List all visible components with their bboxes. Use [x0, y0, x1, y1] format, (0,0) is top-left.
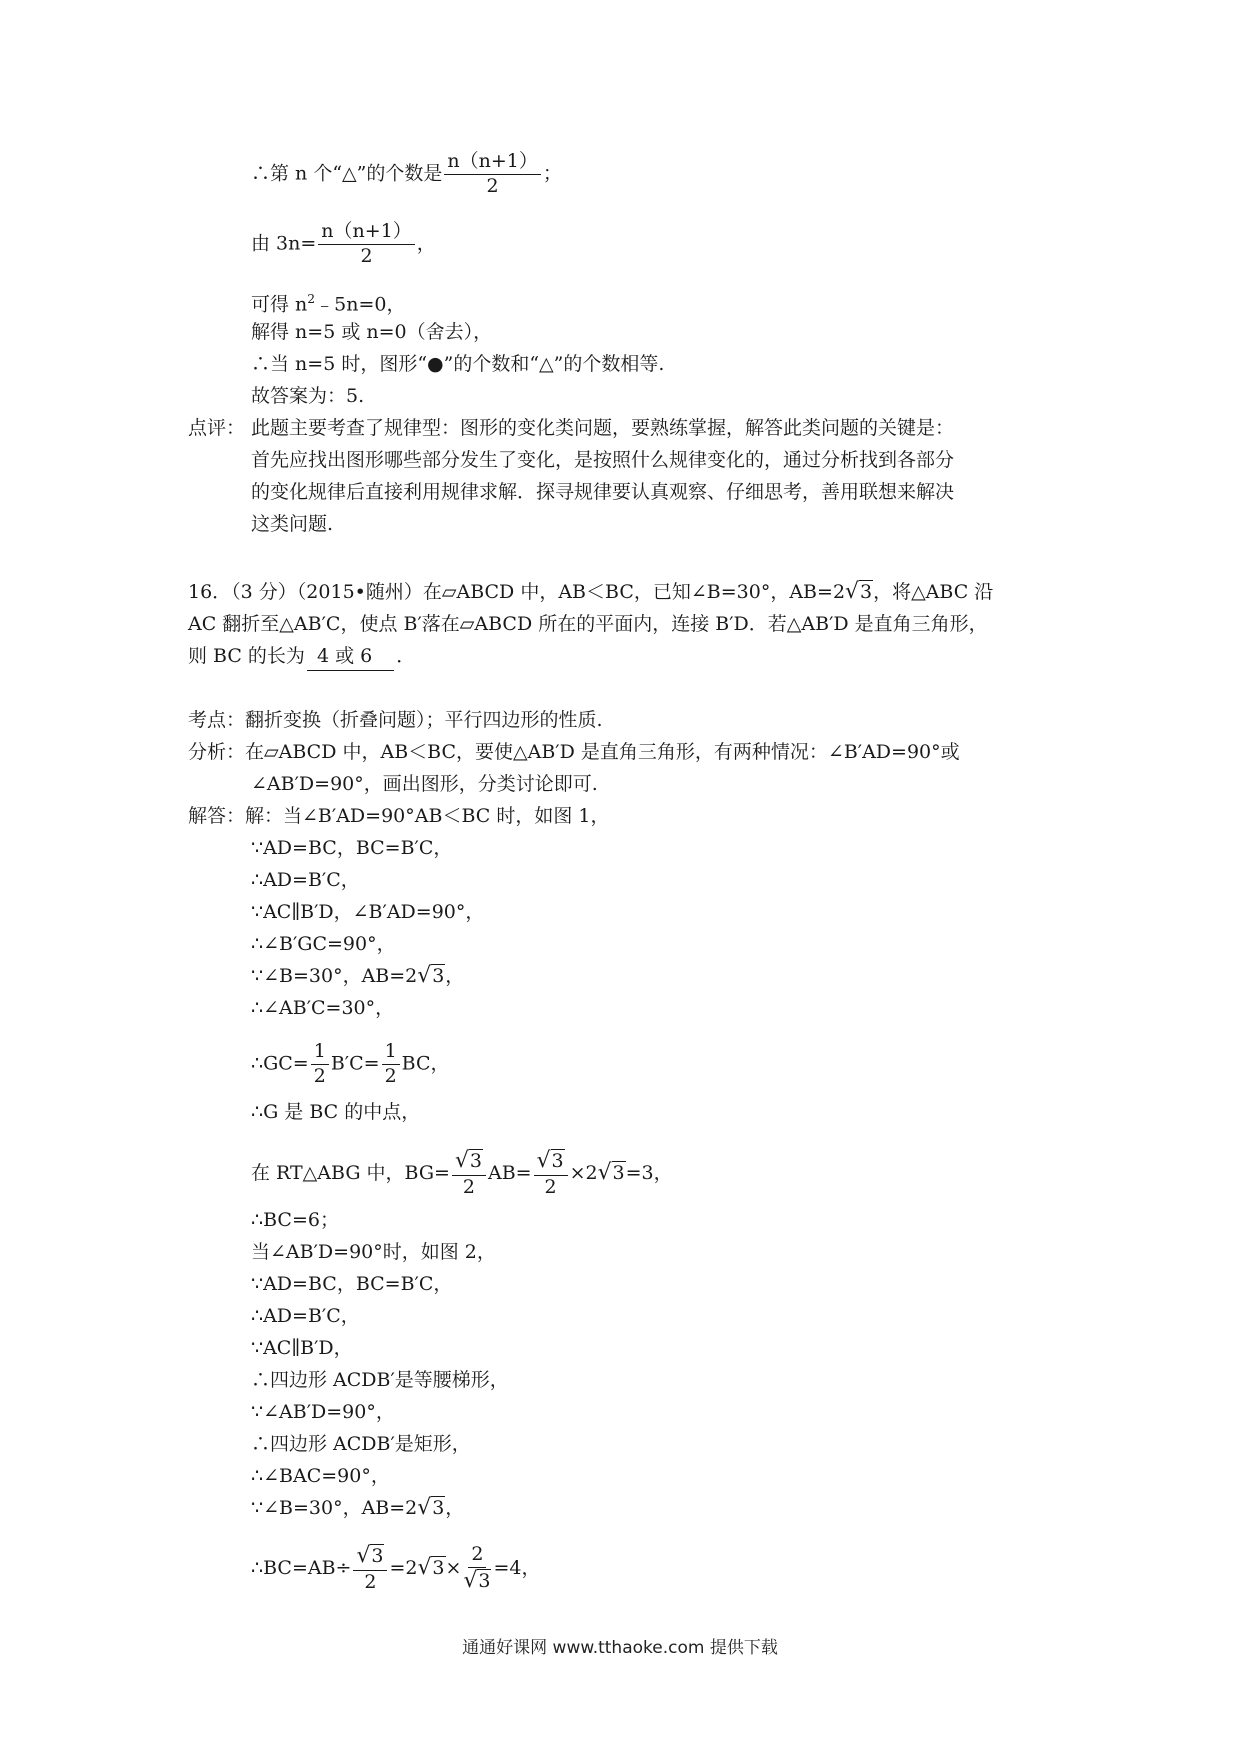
fenxi-line-1: 分析：在▱ABCD 中，AB＜BC，要使△AB′D 是直角三角形，有两种情况：∠B′AD=90°或 [188, 741, 960, 763]
comment-line-4: 这类问题. [251, 513, 334, 535]
sol-step: ∴BC=AB÷ $\frac{√3}{2}$ =2√3× $\frac{2}{√3}$ =4， [251, 1543, 541, 1593]
fraction: $\frac{√3}{2}$ [534, 1150, 568, 1198]
p15-line-2: 由 3n= $\frac{n(n+1)}{2}$ ， [251, 220, 436, 267]
answer-blank: 4 或 6 [307, 642, 394, 671]
comment-line-1: 此题主要考查了规律型：图形的变化类问题，要熟练掌握，解答此类问题的关键是： [251, 417, 955, 439]
sqrt: √3 [454, 1148, 482, 1173]
sqrt: √3 [536, 1148, 564, 1173]
p15-line-1: ∴第 n 个“△”的个数是 $\frac{n(n+1)}{2}$ ； [251, 150, 562, 197]
q16-line-2: AC 翻折至△AB′C，使点 B′落在▱ABCD 所在的平面内，连接 B′D．若△AB′D 是直角三角形， [188, 613, 988, 635]
sol-step: ∵AC∥B′D， [251, 1337, 353, 1359]
sol-step: ∵∠AB′D=90°， [251, 1401, 395, 1423]
kaodian-line: 考点：翻折变换（折叠问题）；平行四边形的性质. [188, 709, 603, 731]
fraction: $\frac{√3}{2}$ [353, 1545, 387, 1593]
sol-step: ∴四边形 ACDB′是矩形， [251, 1433, 471, 1455]
sol-step: 当∠AB′D=90°时，如图 2， [251, 1241, 496, 1263]
q16-line-1: 16．（3 分）（2015•随州）在▱ABCD 中，AB＜BC，已知∠B=30°，AB=2√3，将△ABC 沿 [188, 579, 994, 604]
sqrt: √3 [845, 579, 873, 604]
sqrt: √3 [597, 1159, 625, 1185]
sol-step: ∴GC= $\frac{1}{2}$ B′C= $\frac{1}{2}$ BC， [251, 1040, 450, 1087]
fraction: $\frac{√3}{2}$ [452, 1150, 486, 1198]
comment-label: 点评： [188, 417, 246, 439]
p15-line-6: 故答案为：5. [251, 385, 365, 407]
sol-step: ∴AD=B′C， [251, 1305, 360, 1327]
sqrt: √3 [356, 1543, 384, 1568]
sqrt: √3 [417, 1495, 445, 1520]
jieda-line-1: 解答：解：当∠B′AD=90°AB＜BC 时，如图 1， [188, 805, 610, 827]
p15-line-4: 解得 n=5 或 n=0（舍去）， [251, 321, 493, 343]
p15-line-3: 可得 $n^2﹣5n=0$， [251, 292, 406, 316]
sqrt: √3 [463, 1567, 491, 1593]
p15-line-5: ∴当 n=5 时，图形“●”的个数和“△”的个数相等. [251, 353, 665, 375]
sol-step: ∴G 是 BC 的中点， [251, 1101, 421, 1123]
q16-line-3: 则 BC 的长为 4 或 6 ． [188, 642, 415, 671]
sol-step: ∵AC∥B′D，∠B′AD=90°， [251, 901, 485, 923]
comment-line-2: 首先应找出图形哪些部分发生了变化，是按照什么规律变化的，通过分析找到各部分 [251, 449, 955, 471]
sol-step: ∴∠B′GC=90°， [251, 933, 396, 955]
sqrt: √3 [417, 963, 445, 988]
page-footer: 通通好课网 www.tthaoke.com 提供下载 [462, 1638, 778, 1658]
sol-step: 在 RT△ABG 中，BG= $\frac{√3}{2}$ AB= $\frac{√3}{2}$ ×2√3=3， [251, 1148, 673, 1198]
fraction: $\frac{n(n+1)}{2}$ [318, 222, 414, 267]
sol-step: ∴AD=B′C， [251, 869, 360, 891]
fraction: $\frac{1}{2}$ [311, 1042, 329, 1087]
sol-step: ∴∠AB′C=30°， [251, 997, 395, 1019]
sol-step: ∵∠B=30°，AB=2√3， [251, 963, 465, 988]
sol-step: ∴四边形 ACDB′是等腰梯形， [251, 1369, 509, 1391]
fenxi-line-2: ∠AB′D=90°，画出图形，分类讨论即可. [251, 773, 598, 795]
comment-line-3: 的变化规律后直接利用规律求解．探寻规律要认真观察、仔细思考，善用联想来解决 [251, 481, 955, 503]
sol-step: ∴BC=6； [251, 1209, 339, 1231]
sol-step: ∵∠B=30°，AB=2√3， [251, 1495, 465, 1520]
fraction: $\frac{2}{√3}$ [463, 1543, 491, 1593]
fraction: $\frac{1}{2}$ [382, 1042, 400, 1087]
fraction: $\frac{n(n+1)}{2}$ [444, 152, 540, 197]
sol-step: ∵AD=BC，BC=B′C， [251, 1273, 453, 1295]
sqrt: √3 [417, 1554, 445, 1580]
sol-step: ∴∠BAC=90°， [251, 1465, 390, 1487]
sol-step: ∵AD=BC，BC=B′C， [251, 837, 453, 859]
